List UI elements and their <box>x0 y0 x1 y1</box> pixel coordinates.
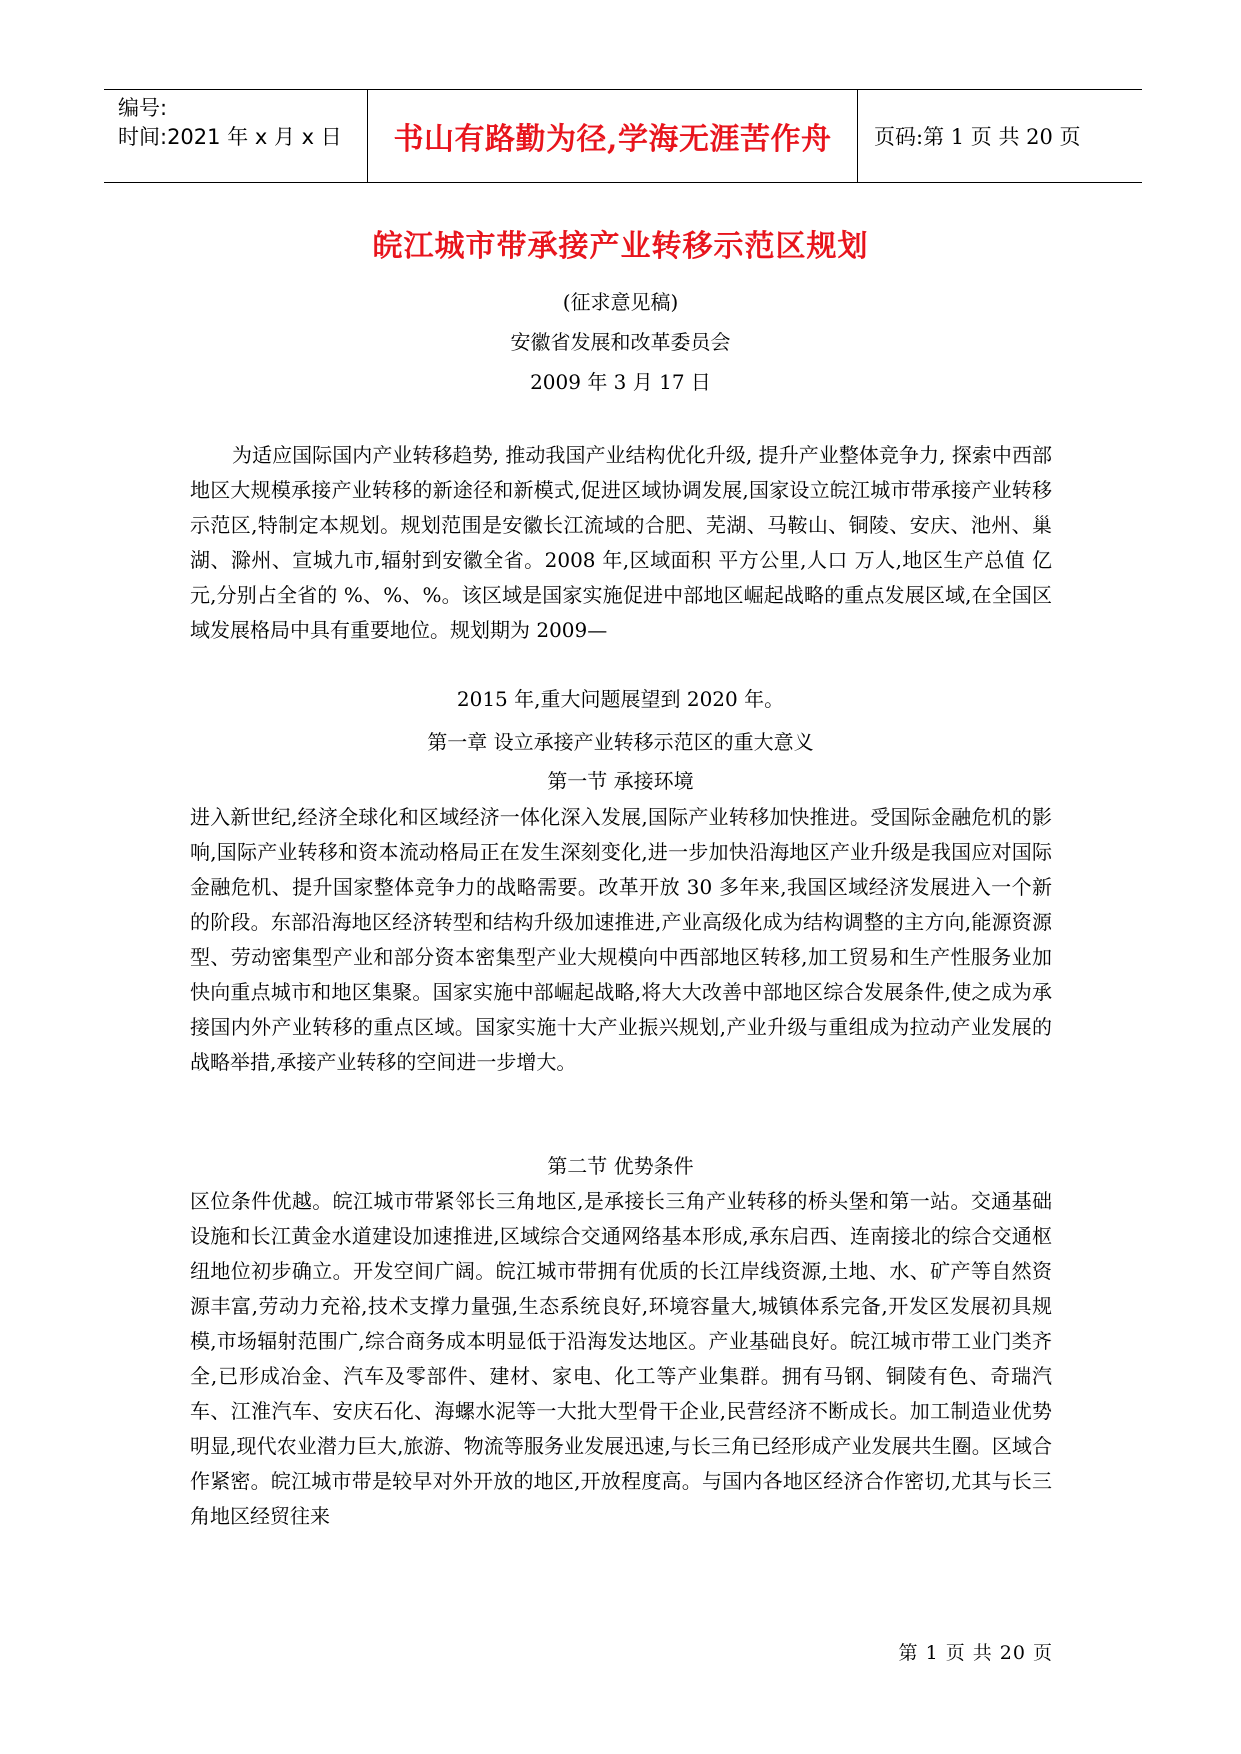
intro-last-line: 2015 年,重大问题展望到 2020 年。 <box>456 687 785 711</box>
section1-paragraph <box>190 800 1052 1080</box>
intro-text: 为适应国际国内产业转移趋势, 推动我国产业结构优化升级, 提升产业整体竞争力, 探索中西部地区大规模承接产业转移的新途径和新模式,促进区域协调发展,国家设立皖江城市带承接产业转移示范区,特制定本规划。规划范围是安徽长江流域的合肥、芜湖、马鞍山、铜陵、安庆、池州、巢湖、滁州、宣城九市,辐射到安徽全省。2008 年,区域面积 平方公里,人口 万人,地区生产总值 亿元,分别占全省的 %、%、%。该区域是国家实施促进中部地区崛起战略的重点发展区域,在全国区域发展格局中具有重要地位。规划期为 2009— <box>190 443 1052 642</box>
motto: 书山有路勤为径,学海无涯苦作舟 <box>393 122 832 157</box>
header-meta-cell <box>104 90 368 182</box>
issuer: 安徽省发展和改革委员会 <box>510 330 731 354</box>
issue-date: 2009 年 3 月 17 日 <box>530 370 711 394</box>
page-footer: 第 1 页 共 20 页 <box>898 1642 1053 1664</box>
intro-paragraph <box>190 438 1052 648</box>
section2-heading: 第二节 优势条件 <box>547 1154 694 1178</box>
section1-heading: 第一节 承接环境 <box>547 769 694 793</box>
draft-note: (征求意见稿) <box>562 290 679 314</box>
header-motto-cell <box>368 90 858 182</box>
number-label: 编号: <box>118 96 168 120</box>
page-code: 页码:第 1 页 共 20 页 <box>874 125 1081 149</box>
chapter-heading: 第一章 设立承接产业转移示范区的重大意义 <box>427 730 814 754</box>
section1-text: 进入新世纪,经济全球化和区域经济一体化深入发展,国际产业转移加快推进。受国际金融危机的影响,国际产业转移和资本流动格局正在发生深刻变化,进一步加快沿海地区产业升级是我国应对国际金融危机、提升国家整体竞争力的战略需要。改革开放 30 多年来,我国区域经济发展进入一个新的阶段。东部沿海地区经济转型和结构升级加速推进,产业高级化成为结构调整的主方向,能源资源型、劳动密集型产业和部分资本密集型产业大规模向中西部地区转移,加工贸易和生产性服务业加快向重点城市和地区集聚。国家实施中部崛起战略,将大大改善中部地区综合发展条件,使之成为承接国内外产业转移的重点区域。国家实施十大产业振兴规划,产业升级与重组成为拉动产业发展的战略举措,承接产业转移的空间进一步增大。 <box>190 805 1052 1074</box>
time-label: 时间:2021 年 x 月 x 日 <box>118 125 342 149</box>
document-title: 皖江城市带承接产业转移示范区规划 <box>372 229 869 264</box>
header-table <box>104 89 1142 183</box>
header-page-cell <box>858 90 1142 182</box>
section2-paragraph <box>190 1184 1052 1534</box>
section2-text: 区位条件优越。皖江城市带紧邻长三角地区,是承接长三角产业转移的桥头堡和第一站。交通基础设施和长江黄金水道建设加速推进,区域综合交通网络基本形成,承东启西、连南接北的综合交通枢纽地位初步确立。开发空间广阔。皖江城市带拥有优质的长江岸线资源,土地、水、矿产等自然资源丰富,劳动力充裕,技术支撑力量强,生态系统良好,环境容量大,城镇体系完备,开发区发展初具规模,市场辐射范围广,综合商务成本明显低于沿海发达地区。产业基础良好。皖江城市带工业门类齐全,已形成冶金、汽车及零部件、建材、家电、化工等产业集群。拥有马钢、铜陵有色、奇瑞汽车、江淮汽车、安庆石化、海螺水泥等一大批大型骨干企业,民营经济不断成长。加工制造业优势明显,现代农业潜力巨大,旅游、物流等服务业发展迅速,与长三角已经形成产业发展共生圈。区域合作紧密。皖江城市带是较早对外开放的地区,开放程度高。与国内各地区经济合作密切,尤其与长三角地区经贸往来 <box>190 1189 1052 1528</box>
